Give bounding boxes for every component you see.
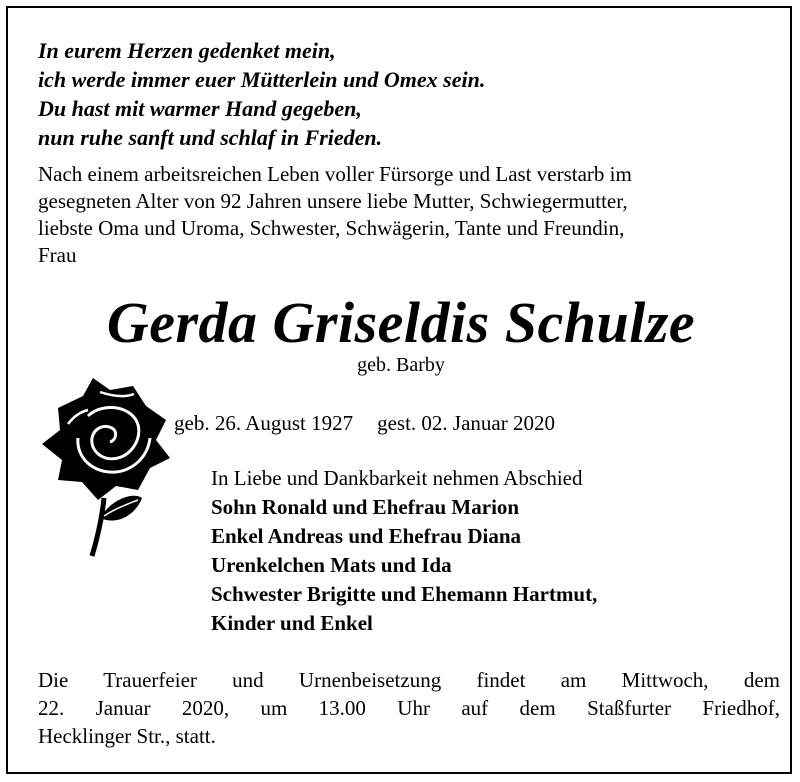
funeral-line: 22. Januar 2020, um 13.00 Uhr auf dem Staßfurter Friedhof,: [38, 696, 780, 720]
poem-line: In eurem Herzen gedenket mein,: [38, 38, 336, 63]
intro-line: Nach einem arbeitsreichen Leben voller Fürsorge und Last verstarb im: [38, 162, 632, 186]
funeral-line: Die Trauerfeier und Urnenbeisetzung findet am Mittwoch, dem: [38, 668, 780, 692]
mourner-line: Sohn Ronald und Ehefrau Marion: [211, 495, 520, 519]
mourner-line: Kinder und Enkel: [211, 611, 373, 635]
life-dates: [174, 410, 555, 436]
mourner-line: Urenkelchen Mats und Ida: [211, 553, 452, 577]
maiden-name: geb. Barby: [357, 354, 445, 376]
intro-line: liebste Oma und Uroma, Schwester, Schwägerin, Tante und Freundin,: [38, 216, 625, 240]
poem-line: ich werde immer euer Mütterlein und Omex sein.: [38, 67, 486, 92]
mourner-line: Schwester Brigitte und Ehemann Hartmut,: [211, 582, 598, 606]
funeral-line: Hecklinger Str., statt.: [38, 724, 216, 748]
poem: [38, 36, 485, 152]
death-date: gest. 02. Januar 2020: [377, 411, 555, 435]
mourner-line: Enkel Andreas und Ehefrau Diana: [211, 524, 522, 548]
obituary-notice: [6, 6, 792, 774]
intro-text: [38, 161, 780, 269]
rose-icon: [38, 368, 173, 558]
deceased-name: Gerda Griseldis Schulze: [106, 290, 696, 355]
mourners-list: [211, 464, 597, 638]
intro-line: gesegneten Alter von 92 Jahren unsere liebe Mutter, Schwiegermutter,: [38, 189, 628, 213]
funeral-info: [38, 666, 780, 750]
birth-date: geb. 26. August 1927: [174, 411, 354, 435]
poem-line: nun ruhe sanft und schlaf in Frieden.: [38, 125, 383, 150]
poem-line: Du hast mit warmer Hand gegeben,: [38, 96, 362, 121]
farewell-intro: In Liebe und Dankbarkeit nehmen Abschied: [211, 466, 583, 490]
intro-line: Frau: [38, 243, 77, 267]
